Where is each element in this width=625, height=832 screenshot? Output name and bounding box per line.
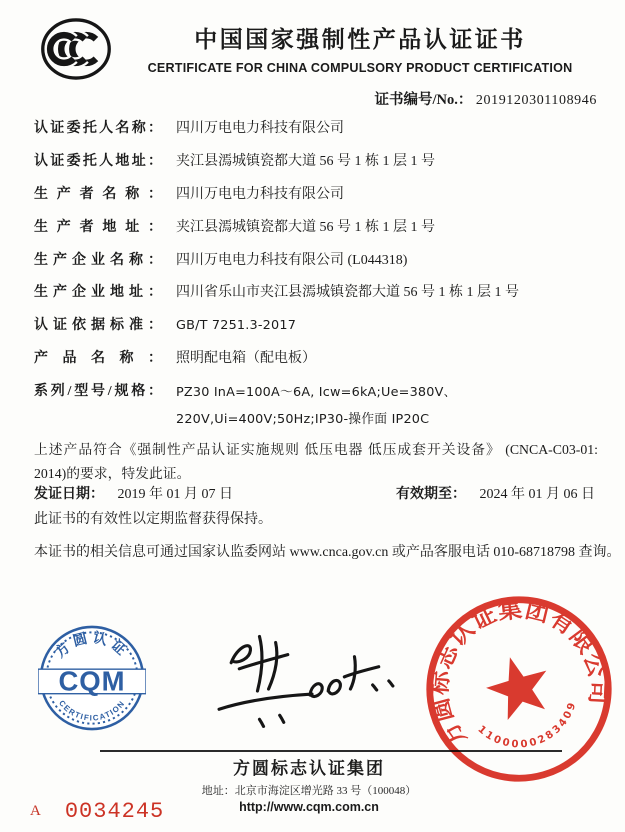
certificate-number (375, 88, 597, 109)
form-serial (30, 799, 164, 824)
field-row-applicant-name (34, 119, 600, 152)
field-value: GB/T 7251.3-2017 (176, 318, 297, 334)
expiry-date-label: 有效期至： (396, 487, 466, 502)
expiry-date-value: 2024 年 01 月 06 日 (479, 487, 595, 502)
field-label: 认证委托人地址： (34, 153, 162, 169)
cqm-top-arc-text: 方圆认证 (52, 629, 132, 662)
field-label: 认证依据标准： (34, 318, 162, 334)
form-serial-number: 0034245 (64, 799, 165, 824)
seal-star-icon (480, 649, 557, 724)
certificate-number-value: 2019120301108946 (475, 93, 597, 108)
footer-website: http://www.cqm.com.cn (239, 800, 379, 814)
field-label: 生产企业地址： (34, 285, 162, 301)
field-row-product-name (34, 349, 600, 382)
issue-date-value: 2019 年 01 月 07 日 (117, 487, 233, 502)
field-value: 夹江县漹城镇瓷都大道 56 号 1 栋 1 层 1 号 (176, 219, 435, 235)
cqm-center-text: CQM (58, 665, 126, 697)
svg-text:1100000283409 (474, 697, 588, 763)
field-row-producer-address (34, 218, 600, 251)
field-value: 四川万电电力科技有限公司 (176, 186, 344, 202)
page-title-cn: 中国国家强制性产品认证证书 (194, 27, 526, 52)
page-title-en: CERTIFICATE FOR CHINA COMPULSORY PRODUCT CERTIFICATION (147, 61, 573, 75)
field-value: 四川万电电力科技有限公司 (176, 121, 344, 136)
certificate-number-label: 证书编号/No.： (374, 92, 473, 108)
field-label: 生产企业名称： (34, 252, 162, 268)
field-row-factory-name (34, 251, 600, 284)
dates-row (34, 483, 595, 503)
compliance-statement: 上述产品符合《强制性产品认证实施规则 低压电器 低压成套开关设备》 (CNCA-C03-01: 2014)的要求，特发此证。 (34, 442, 598, 481)
header-titles (118, 21, 602, 75)
cqm-bottom-arc-text: CERTIFICATION (57, 698, 127, 723)
field-value: 四川省乐山市夹江县漹城镇瓷都大道 56 号 1 栋 1 层 1 号 (176, 285, 519, 301)
field-row-series-model-spec (34, 382, 600, 433)
seal-company-text: 方圆标志认证集团有限公司 (426, 596, 612, 752)
field-row-factory-address (34, 283, 600, 316)
field-row-standard (34, 316, 600, 349)
field-value: 夹江县漹城镇瓷都大道 56 号 1 栋 1 层 1 号 (176, 153, 435, 169)
seal-number-text: 1100000283409 (475, 699, 579, 751)
field-label: 系列/型号/规格： (34, 384, 162, 400)
field-label: 生产者地址： (34, 219, 162, 235)
ccc-mark-icon (36, 13, 116, 85)
footer-organization: 方圆标志认证集团 (233, 759, 385, 778)
issue-date-label: 发证日期： (34, 487, 104, 502)
validity-note: 此证书的有效性以定期监督获得保持。 (34, 512, 272, 527)
field-value: PZ30 InA=100A～6A, Icw=6kA;Ue=380V、220V,Ui=400V;50Hz;IP30-操作面 IP20C (176, 385, 457, 428)
field-row-applicant-address (34, 152, 600, 185)
form-serial-prefix: A (30, 803, 41, 819)
field-value: 四川万电电力科技有限公司 (L044318) (176, 252, 408, 268)
field-label: 生产者名称： (34, 186, 162, 202)
field-label: 认证委托人名称： (34, 121, 162, 136)
field-row-producer-name (34, 185, 600, 218)
cqm-logo-icon (38, 624, 146, 732)
field-label: 产品名称： (34, 351, 162, 367)
info-note: 本证书的相关信息可通过国家认监委网站 www.cnca.gov.cn 或产品客服电话 010-68718798 查询。 (34, 545, 621, 560)
field-value: 照明配电箱（配电板） (176, 351, 316, 367)
certificate-fields (34, 119, 600, 433)
footer-address: 地址：北京市海淀区增光路 33 号（100048） (201, 785, 417, 797)
issue-date (34, 483, 233, 503)
signature (213, 628, 405, 748)
expiry-date (396, 483, 595, 503)
